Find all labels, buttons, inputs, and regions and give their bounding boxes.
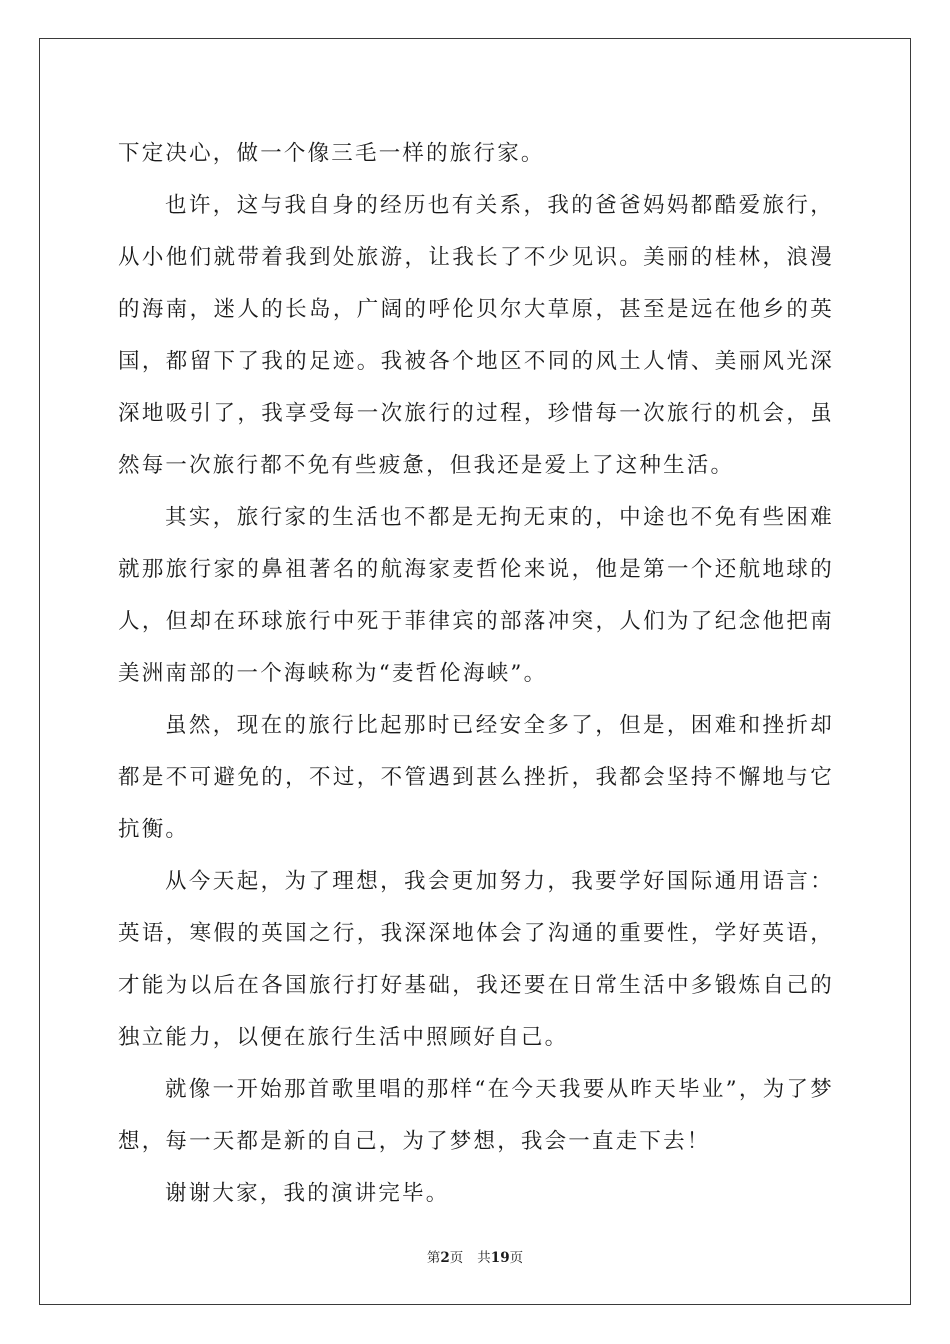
paragraph-7: 谢谢大家，我的演讲完毕。 [165,1181,450,1206]
page-suffix: 页 [449,1250,464,1266]
paragraph-5: 从今天起，为了理想，我会更加努力，我要学好国际通用语言：英语，寒假的英国之行，我深深地体会了沟通的重要性，学好英语，才能为以后在各国旅行打好基础，我还要在日常生活中多锻炼自己的独立能力，以便在旅行生活中照顾好自己。 [118,869,834,1050]
page-footer [0,1246,950,1266]
total-pages: 19 [490,1250,510,1266]
paragraph-4: 虽然，现在的旅行比起那时已经安全多了，但是，困难和挫折却都是不可避免的，不过，不管遇到甚么挫折，我都会坚持不懈地与它抗衡。 [118,713,834,842]
paragraph-6: 就像一开始那首歌里唱的那样“在今天我要从昨天毕业”，为了梦想，每一天都是新的自己，为了梦想，我会一直走下去！ [118,1077,834,1154]
paragraph-2: 也许，这与我自身的经历也有关系，我的爸爸妈妈都酷爱旅行，从小他们就带着我到处旅游，让我长了不少见识。美丽的桂林，浪漫的海南，迷人的长岛，广阔的呼伦贝尔大草原，甚至是远在他乡的英国，都留下了我的足迹。我被各个地区不同的风土人情、美丽风光深深地吸引了，我享受每一次旅行的过程，珍惜每一次旅行的机会，虽然每一次旅行都不免有些疲惫，但我还是爱上了这种生活。 [118,193,834,478]
paragraph-1: 下定决心，做一个像三毛一样的旅行家。 [118,141,545,166]
total-prefix: 共 [477,1250,491,1266]
page-prefix: 第 [426,1250,441,1266]
total-suffix: 页 [509,1250,524,1266]
document-body [118,128,834,1220]
page-number: 2 [440,1250,450,1266]
paragraph-3: 其实，旅行家的生活也不都是无拘无束的，中途也不免有些困难就那旅行家的鼻祖著名的航海家麦哲伦来说，他是第一个还航地球的人，但却在环球旅行中死于菲律宾的部落冲突，人们为了纪念他把南美洲南部的一个海峡称为“麦哲伦海峡”。 [118,505,834,686]
